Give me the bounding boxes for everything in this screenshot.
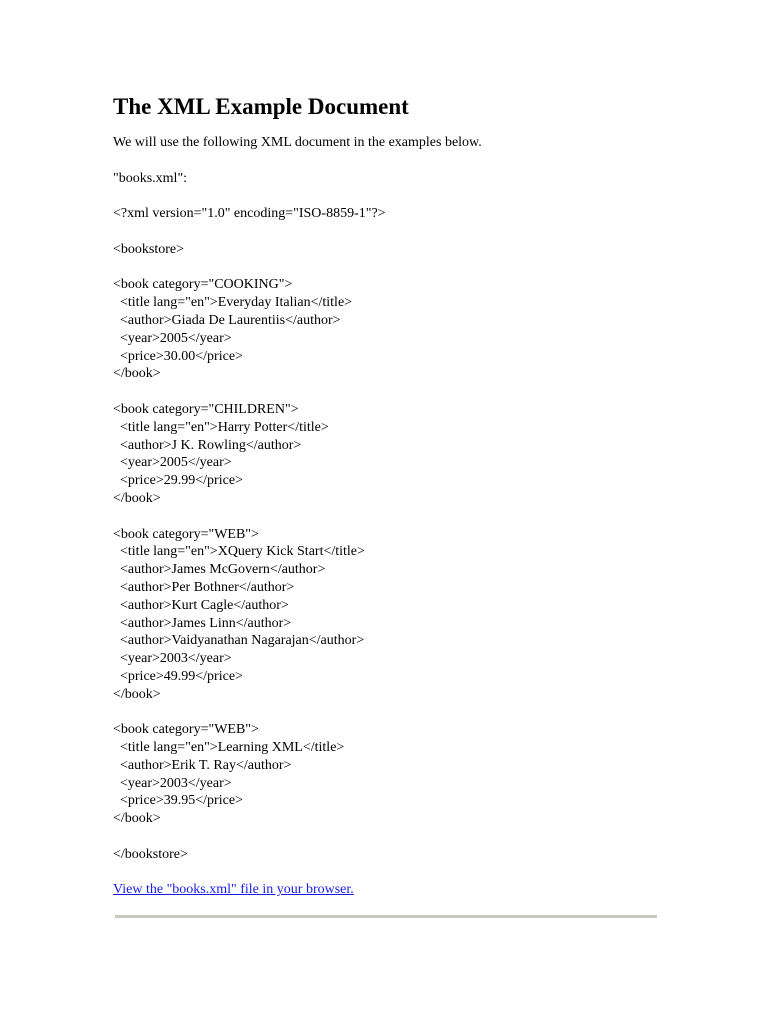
xml-code-line: <title lang="en">Everyday Italian</title> (113, 295, 353, 311)
xml-code-block (113, 205, 658, 863)
xml-code-line: </book> (113, 366, 161, 382)
intro-paragraph: We will use the following XML document in the examples below. (113, 135, 482, 150)
xml-code-line (113, 828, 658, 846)
xml-code-line: <title lang="en">XQuery Kick Start</title> (113, 544, 365, 560)
xml-code-line: <book category="WEB"> (113, 526, 259, 542)
xml-code-line: <book category="COOKING"> (113, 277, 293, 293)
xml-code-line: </book> (113, 811, 161, 827)
filename-label: "books.xml": (113, 170, 188, 186)
xml-code-line: <book category="WEB"> (113, 722, 259, 738)
xml-code-line: <book category="CHILDREN"> (113, 401, 299, 417)
xml-code-line (113, 259, 658, 277)
xml-code-line: <author>Kurt Cagle</author> (113, 597, 289, 613)
xml-code-line: </book> (113, 686, 161, 702)
xml-code-line: <year>2005</year> (113, 455, 232, 471)
xml-code-line (113, 704, 658, 722)
page-title: The XML Example Document (113, 94, 409, 119)
document-body (113, 90, 658, 926)
xml-code-line (113, 383, 658, 401)
xml-code-line: <price>29.99</price> (113, 473, 243, 489)
xml-code-line: <title lang="en">Harry Potter</title> (113, 419, 329, 435)
xml-code-line: </bookstore> (113, 846, 188, 862)
xml-code-line: <author>James McGovern</author> (113, 562, 326, 578)
xml-code-line: <author>Vaidyanathan Nagarajan</author> (113, 633, 365, 649)
xml-code-line: <author>Erik T. Ray</author> (113, 757, 292, 773)
xml-code-line: <?xml version="1.0" encoding="ISO-8859-1"?> (113, 206, 386, 222)
view-books-xml-link[interactable]: View the "books.xml" file in your browser. (113, 882, 354, 898)
xml-code-line (113, 223, 658, 241)
xml-code-line: <author>Per Bothner</author> (113, 579, 295, 595)
xml-code-line: <author>J K. Rowling</author> (113, 437, 302, 453)
xml-code-line: <author>Giada De Laurentiis</author> (113, 312, 341, 328)
xml-code-line: <year>2005</year> (113, 330, 232, 346)
xml-code-line: <year>2003</year> (113, 775, 232, 791)
xml-code-line: <year>2003</year> (113, 651, 232, 667)
xml-code-line: </book> (113, 490, 161, 506)
xml-code-line: <bookstore> (113, 241, 185, 257)
xml-code-line: <price>49.99</price> (113, 668, 243, 684)
xml-code-line: <price>39.95</price> (113, 793, 243, 809)
xml-code-line: <title lang="en">Learning XML</title> (113, 740, 345, 756)
horizontal-rule (115, 915, 657, 918)
xml-code-line: <author>James Linn</author> (113, 615, 292, 631)
xml-code-line (113, 508, 658, 526)
xml-code-line: <price>30.00</price> (113, 348, 243, 364)
